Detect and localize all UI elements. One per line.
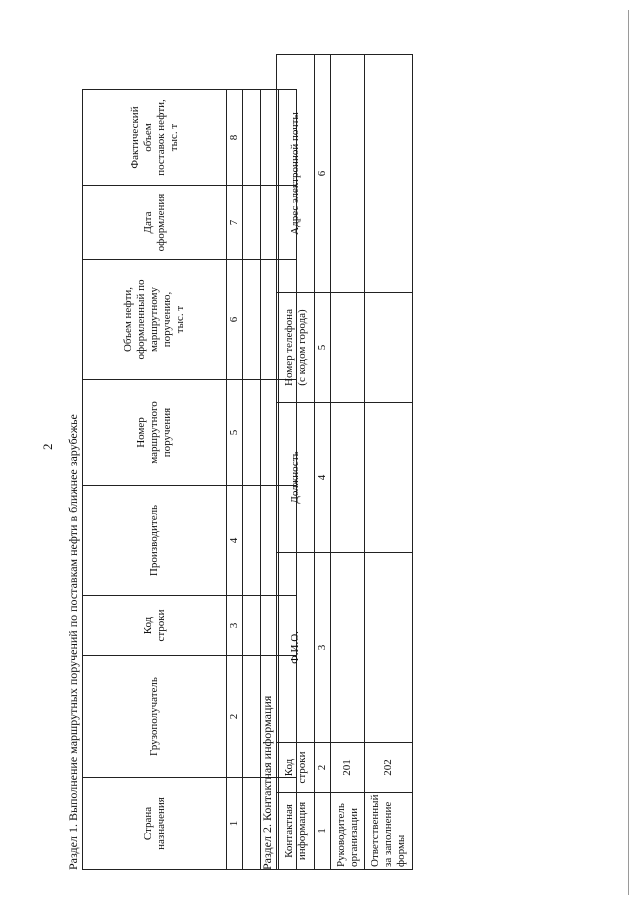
section2-table: [276, 54, 413, 870]
s1-header-producer: Производитель: [83, 486, 227, 596]
s1-cell: [243, 656, 261, 778]
s2-row-code: 201: [331, 743, 365, 793]
s1-cell: [243, 596, 261, 656]
s2-header-phone: Номер телефона (с кодом города): [277, 293, 315, 403]
section2: [260, 54, 413, 870]
s2-row-label: Руководитель организации: [331, 793, 365, 870]
s1-header-actual-volume: Фактический объем поставок нефти, тыс. т: [83, 90, 227, 186]
s2-row-head-of-organization: [331, 55, 365, 870]
s1-cell: [243, 486, 261, 596]
s1-col-number: 3: [227, 596, 243, 656]
s1-header-registration-date: Дата оформления: [83, 186, 227, 260]
s1-cell: [243, 380, 261, 486]
s1-col-number: 2: [227, 656, 243, 778]
s2-email-field[interactable]: [331, 55, 365, 293]
s2-row-responsible-person: [365, 55, 413, 870]
s2-email-field[interactable]: [365, 55, 413, 293]
page-number: 2: [40, 443, 55, 450]
s2-full-name-field[interactable]: [331, 553, 365, 743]
s2-header-position: Должность: [277, 403, 315, 553]
s1-cell: [243, 778, 261, 870]
s1-header-line-code: Код строки: [83, 596, 227, 656]
s2-header-contact-info: Контактная информация: [277, 793, 315, 870]
page-edge-line: [628, 10, 629, 895]
s1-cell: [243, 186, 261, 260]
s2-col-number: 4: [315, 403, 331, 553]
s2-col-number: 5: [315, 293, 331, 403]
s1-col-number: 4: [227, 486, 243, 596]
s1-col-number: 8: [227, 90, 243, 186]
s2-header-line-code: Код строки: [277, 743, 315, 793]
s2-row-label: Ответственный за заполнение формы: [365, 793, 413, 870]
s2-col-number: 3: [315, 553, 331, 743]
s1-cell: [243, 260, 261, 380]
s2-header-full-name: Ф.И.О.: [277, 553, 315, 743]
s1-col-number: 7: [227, 186, 243, 260]
s2-row-code: 202: [365, 743, 413, 793]
s2-position-field[interactable]: [331, 403, 365, 553]
s2-position-field[interactable]: [365, 403, 413, 553]
s1-cell: [243, 90, 261, 186]
section1-header-row: [83, 90, 227, 870]
s1-col-number: 6: [227, 260, 243, 380]
s2-col-number: 2: [315, 743, 331, 793]
section1-caption: Раздел 1. Выполнение маршрутных поручений по поставкам нефти в ближнее зарубежье: [66, 414, 80, 870]
s1-header-consignee: Грузополучатель: [83, 656, 227, 778]
s2-header-email: Адрес электронной почты: [277, 55, 315, 293]
s1-header-oil-volume: Объем нефти, оформленный по маршрутному поручению, тыс. т: [83, 260, 227, 380]
s2-col-number: 1: [315, 793, 331, 870]
section2-caption: Раздел 2. Контактная информация: [260, 695, 274, 870]
section1-number-row: [227, 90, 243, 870]
section2-header-row: [277, 55, 315, 870]
section2-number-row: [315, 55, 331, 870]
s2-full-name-field[interactable]: [365, 553, 413, 743]
s2-phone-field[interactable]: [331, 293, 365, 403]
s1-empty-row: [243, 90, 261, 870]
s1-header-country: Страна назначения: [83, 778, 227, 870]
s1-header-route-order-number: Номер маршрутного поручения: [83, 380, 227, 486]
s2-phone-field[interactable]: [365, 293, 413, 403]
s1-col-number: 1: [227, 778, 243, 870]
s1-col-number: 5: [227, 380, 243, 486]
s2-col-number: 6: [315, 55, 331, 293]
